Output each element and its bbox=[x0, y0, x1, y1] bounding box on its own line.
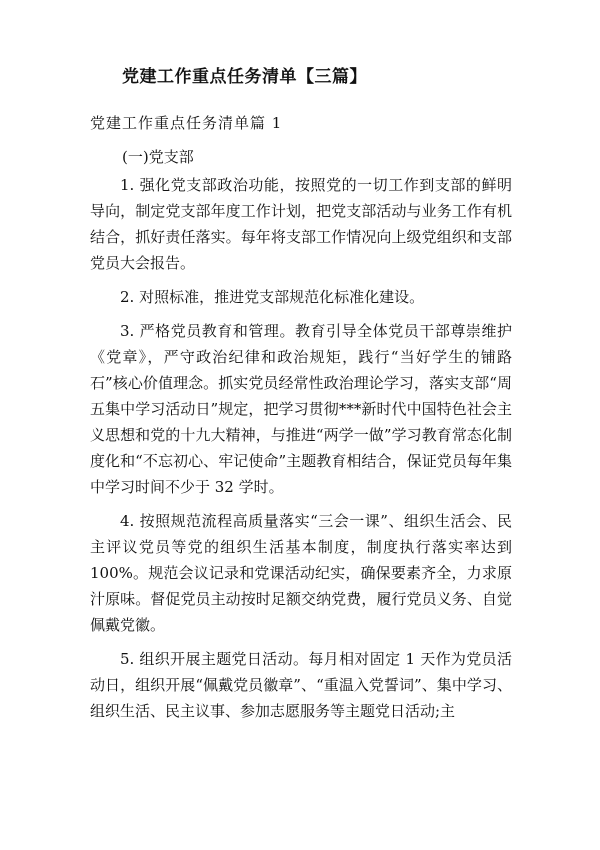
paragraph: 5. 组织开展主题党日活动。每月相对固定 1 天作为党员活动日，组织开展“佩戴党员徽章”、“重温入党誓词”、集中学习、组织生活、民主议事、参加志愿服务等主题党日活动;主 bbox=[90, 650, 512, 720]
paragraph: 2. 对照标准，推进党支部规范化标准化建设。 bbox=[120, 288, 425, 306]
section-heading: (一)党支部 bbox=[122, 148, 194, 166]
document-title: 党建工作重点任务清单【三篇】 bbox=[122, 67, 367, 87]
paragraph: 3. 严格党员教育和管理。教育引导全体党员干部尊崇维护《党章》，严守政治纪律和政治规矩，践行“当好学生的铺路石”核心价值理念。抓实党员经常性政治理论学习，落实支部“周五集中学习活动日”规定，把学习贯彻***新时代中国特色社会主义思想和党的十九大精神，与推进“两学一做”学习教育常态化制度化和“不忘初心、牢记使命”主题教育相结合，保证党员每年集中学习时间不少于 32 学时。 bbox=[90, 322, 512, 496]
document-body bbox=[90, 172, 512, 732]
paragraph: 1. 强化党支部政治功能，按照党的一切工作到支部的鲜明导向，制定党支部年度工作计划，把党支部活动与业务工作有机结合，抓好责任落实。每年将支部工作情况向上级党组织和支部党员大会报告。 bbox=[90, 176, 512, 272]
paragraph: 4. 按照规范流程高质量落实“三会一课”、组织生活会、民主评议党员等党的组织生活基本制度，制度执行落实率达到 100%。规范会议记录和党课活动纪实，确保要素齐全，力求原汁原味。督促党员主动按时足额交纳党费，履行党员义务、自觉佩戴党徽。 bbox=[90, 512, 512, 634]
document-subtitle: 党建工作重点任务清单篇 1 bbox=[90, 114, 283, 132]
